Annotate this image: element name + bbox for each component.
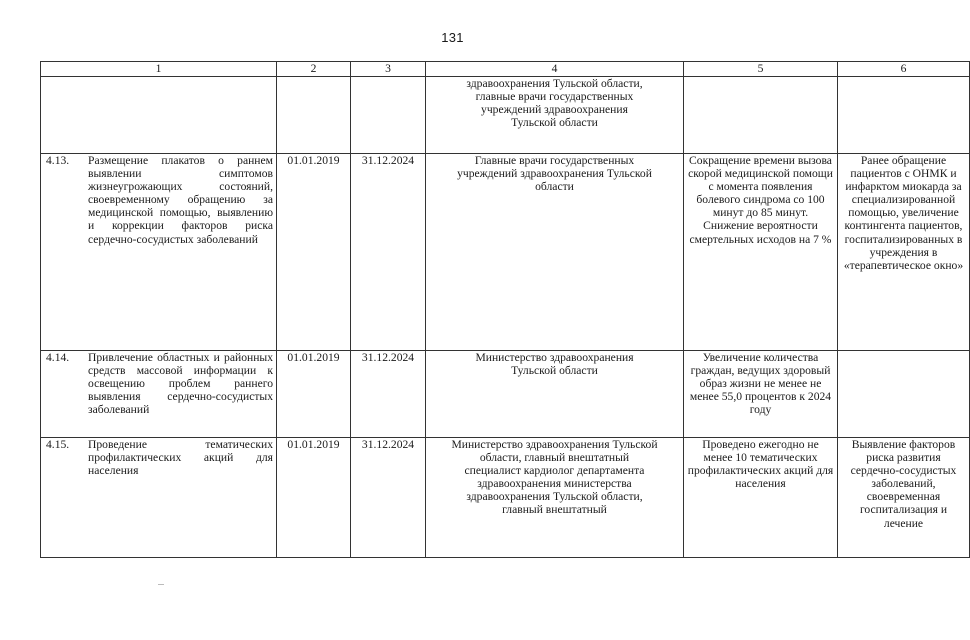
table-cell <box>351 77 426 154</box>
responsible-text: здравоохранения Тульской области, главные врачи государственных учреждений здравоохранения Тульской области <box>466 77 643 130</box>
effect-cell: Ранее обращение пациентов с ОНМК и инфарктом миокарда за специализированной помощью, увеличение контингента пациентов, госпитализированных в учреждения в «терапевтическое окно» <box>838 154 970 351</box>
page-number: 131 <box>441 30 464 45</box>
column-header: 6 <box>838 62 970 77</box>
row-number: 4.13. <box>46 154 70 167</box>
row-description: Проведение тематических профилактических акций для населения <box>88 438 273 478</box>
end-date: 31.12.2024 <box>351 351 426 438</box>
column-header: 1 <box>41 62 277 77</box>
end-date: 31.12.2024 <box>351 438 426 558</box>
responsible-cell <box>426 77 684 154</box>
start-date: 01.01.2019 <box>277 154 351 351</box>
responsible-text: Главные врачи государственных учреждений здравоохранения Тульской области <box>457 154 652 194</box>
description-cell <box>41 438 277 558</box>
description-cell <box>41 154 277 351</box>
end-date: 31.12.2024 <box>351 154 426 351</box>
table-cell <box>838 77 970 154</box>
table-cell <box>684 77 838 154</box>
effect-cell: Выявление факторов риска развития сердечно-сосудистых заболеваний, своевременная госпитализация и лечение <box>838 438 970 558</box>
table-cell <box>277 77 351 154</box>
description-cell <box>41 351 277 438</box>
table-row <box>41 351 970 438</box>
column-header: 5 <box>684 62 838 77</box>
result-cell: Проведено ежегодно не менее 10 тематических профилактических акций для населения <box>684 438 838 558</box>
responsible-text: Министерство здравоохранения Тульской области, главный внештатный специалист кардиолог департамента здравоохранения министерства здравоохранения Тульской области, главный внештатный <box>451 438 658 517</box>
start-date: 01.01.2019 <box>277 438 351 558</box>
table-row <box>41 438 970 558</box>
row-description: Привлечение областных и районных средств массовой информации к освещению проблем раннего выявления сердечно-сосудистых заболеваний <box>88 351 273 417</box>
result-cell: Увеличение количества граждан, ведущих здоровый образ жизни не менее не менее 55,0 процентов к 2024 году <box>684 351 838 438</box>
table-header-row <box>41 62 970 77</box>
table-row <box>41 154 970 351</box>
responsible-text: Министерство здравоохранения Тульской области <box>475 351 634 378</box>
responsible-cell <box>426 351 684 438</box>
column-header: 4 <box>426 62 684 77</box>
responsible-cell <box>426 438 684 558</box>
table-cell <box>41 77 277 154</box>
scan-artifact <box>158 584 164 585</box>
result-cell: Сокращение времени вызова скорой медицинской помощи с момента появления болевого синдрома со 100 минут до 85 минут. Снижение вероятности смертельных исходов на 7 % <box>684 154 838 351</box>
effect-cell <box>838 351 970 438</box>
table-row-continuation <box>41 77 970 154</box>
start-date: 01.01.2019 <box>277 351 351 438</box>
row-number: 4.15. <box>46 438 70 451</box>
column-header: 3 <box>351 62 426 77</box>
responsible-cell <box>426 154 684 351</box>
row-number: 4.14. <box>46 351 70 364</box>
column-header: 2 <box>277 62 351 77</box>
action-plan-table <box>40 61 970 558</box>
row-description: Размещение плакатов о раннем выявлении симптомов жизнеугрожающих состояний, своевременному обращению за медицинской помощью, выявлению и коррекции факторов риска сердечно-сосудистых заболеваний <box>88 154 273 246</box>
